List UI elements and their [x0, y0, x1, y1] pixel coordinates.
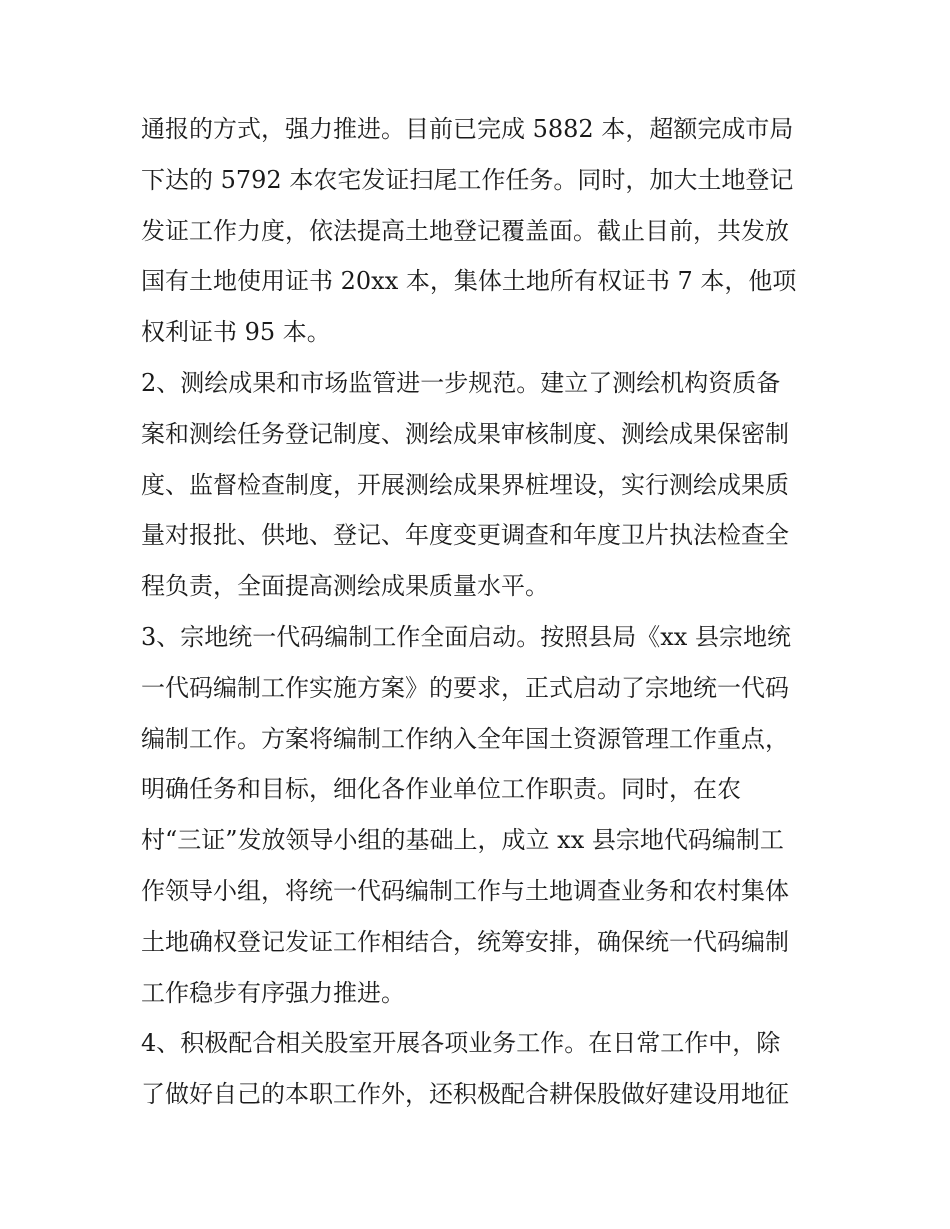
text-line-8: 度、监督检查制度，开展测绘成果界桩埋设，实行测绘成果质 — [141, 470, 789, 499]
text-line-19: 4、积极配合相关股室开展各项业务工作。在日常工作中，除 — [141, 1029, 781, 1058]
text-line-11: 3、宗地统一代码编制工作全面启动。按照县局《xx 县宗地统 — [141, 622, 791, 651]
document-body — [141, 104, 831, 1120]
text-line-5: 权利证书 95 本。 — [141, 318, 331, 347]
text-line-18: 工作稳步有序强力推进。 — [141, 978, 405, 1007]
text-line-4: 国有土地使用证书 20xx 本，集体土地所有权证书 7 本，他项 — [141, 267, 797, 296]
text-line-9: 量对报批、供地、登记、年度变更调查和年度卫片执法检查全 — [141, 521, 789, 550]
text-line-14: 明确任务和目标，细化各作业单位工作职责。同时，在农 — [141, 775, 741, 804]
text-line-12: 一代码编制工作实施方案》的要求，正式启动了宗地统一代码 — [141, 673, 789, 702]
text-line-10: 程负责，全面提高测绘成果质量水平。 — [141, 572, 549, 601]
text-line-15: 村“三证”发放领导小组的基础上，成立 xx 县宗地代码编制工 — [141, 826, 784, 855]
text-line-2: 下达的 5792 本农宅发证扫尾工作任务。同时，加大土地登记 — [141, 165, 794, 194]
text-line-13: 编制工作。方案将编制工作纳入全年国土资源管理工作重点， — [141, 724, 789, 753]
text-line-7: 案和测绘任务登记制度、测绘成果审核制度、测绘成果保密制 — [141, 419, 789, 448]
text-line-1: 通报的方式，强力推进。目前已完成 5882 本，超额完成市局 — [141, 115, 794, 143]
text-line-20: 了做好自己的本职工作外，还积极配合耕保股做好建设用地征 — [141, 1080, 789, 1109]
text-line-3: 发证工作力度，依法提高土地登记覆盖面。截止目前，共发放 — [141, 216, 789, 245]
text-line-16: 作领导小组，将统一代码编制工作与土地调查业务和农村集体 — [141, 876, 789, 905]
text-line-6: 2、测绘成果和市场监管进一步规范。建立了测绘机构资质备 — [141, 368, 781, 397]
text-line-17: 土地确权登记发证工作相结合，统筹安排，确保统一代码编制 — [141, 927, 789, 956]
